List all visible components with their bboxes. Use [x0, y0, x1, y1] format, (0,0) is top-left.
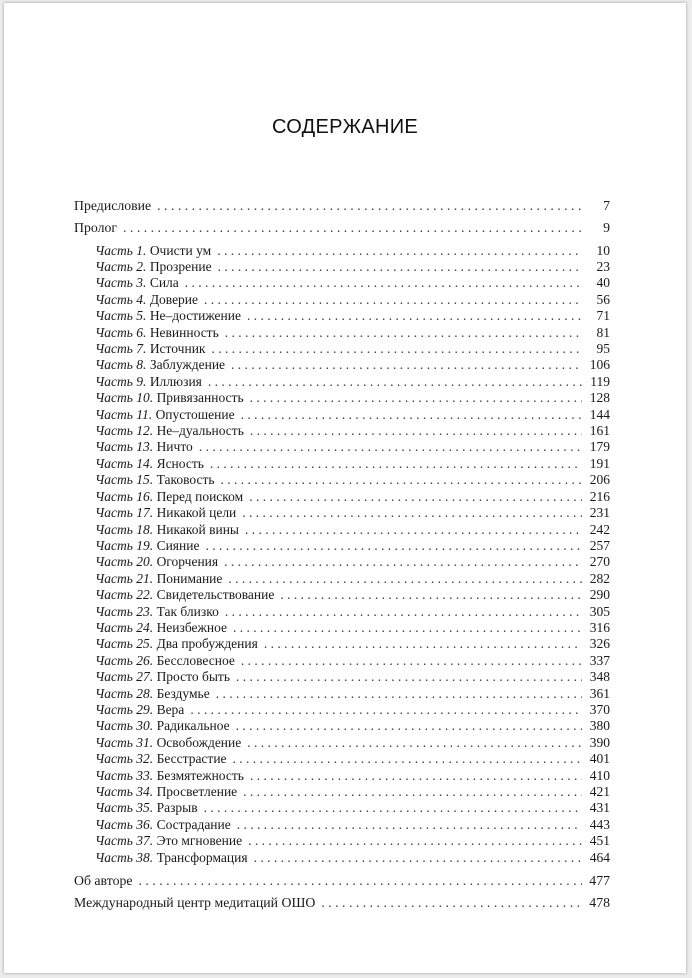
chapter-prefix: Часть 15. — [95, 472, 154, 488]
page-number: 179 — [589, 439, 610, 455]
chapter-prefix: Часть 37. — [95, 833, 154, 849]
chapter-title: Ничто — [156, 439, 193, 455]
chapter-prefix: Часть 10. — [95, 390, 154, 406]
toc-entry-label — [95, 817, 231, 833]
toc-entry-chapter[interactable] — [74, 587, 610, 603]
chapter-title: Иллюзия — [149, 373, 202, 389]
dot-leader — [199, 439, 582, 455]
page-number: 443 — [589, 816, 610, 832]
toc-entry-chapter[interactable] — [74, 653, 610, 669]
page-number: 316 — [589, 619, 610, 635]
chapter-title: Сила — [149, 275, 179, 291]
chapter-title: Неизбежное — [156, 619, 228, 635]
dot-leader — [208, 374, 582, 390]
page-number: 191 — [589, 455, 610, 471]
toc-entry-label — [95, 439, 193, 455]
page-number: 326 — [589, 636, 610, 652]
page-number: 370 — [589, 701, 610, 717]
dot-leader — [228, 571, 582, 587]
dot-leader — [237, 817, 582, 833]
chapter-prefix: Часть 17. — [95, 505, 154, 521]
toc-entry-chapter[interactable] — [74, 456, 610, 472]
toc-entry-label — [95, 653, 235, 669]
chapter-title: Сострадание — [156, 816, 231, 832]
chapter-title: Бездумье — [156, 685, 210, 701]
page-number: 71 — [596, 308, 610, 324]
chapter-title: Таковость — [156, 472, 215, 488]
toc-entry-chapter[interactable] — [74, 275, 610, 291]
dot-leader — [225, 325, 582, 341]
page-number: 421 — [589, 784, 610, 799]
dot-leader — [250, 423, 582, 439]
toc-entry-label — [95, 669, 230, 685]
toc-entry-label — [95, 357, 225, 373]
toc-entry-chapter[interactable] — [74, 357, 610, 373]
toc-entry-label — [95, 751, 227, 767]
chapter-title: Опустошение — [155, 406, 235, 422]
toc-entry-chapter[interactable] — [74, 686, 610, 702]
dot-leader — [211, 341, 582, 357]
toc-entry-label — [95, 686, 210, 702]
page-number: 257 — [589, 537, 610, 553]
toc-entry-label — [95, 718, 230, 734]
toc-entry-chapter[interactable] — [74, 571, 610, 587]
chapter-prefix: Часть 25. — [95, 636, 154, 652]
dot-leader — [225, 604, 582, 620]
dot-leader — [123, 217, 582, 239]
page-number: 231 — [589, 505, 610, 521]
chapter-title: Свидетельствование — [156, 587, 275, 603]
toc-entry-label — [95, 784, 237, 800]
chapter-prefix: Часть 19. — [95, 537, 154, 553]
page-number: 477 — [589, 873, 610, 889]
chapter-title: Безмятежность — [156, 767, 244, 783]
dot-leader — [241, 653, 582, 669]
chapter-title: Источник — [149, 341, 206, 357]
toc-entry-label — [95, 374, 202, 390]
page-number: 337 — [589, 652, 610, 668]
page-number: 23 — [596, 259, 610, 274]
toc-entry-label — [95, 636, 258, 652]
toc-entry-label — [95, 833, 242, 849]
chapter-prefix: Часть 11. — [95, 406, 153, 422]
dot-leader — [233, 751, 582, 767]
dot-leader — [236, 718, 582, 734]
toc-entry-label — [95, 292, 198, 308]
chapter-prefix: Часть 35. — [95, 800, 154, 816]
toc-entry-chapter[interactable] — [74, 341, 610, 357]
chapter-prefix: Часть 14. — [95, 455, 154, 471]
page-number: 119 — [590, 373, 610, 389]
chapter-title: Огорчения — [156, 554, 219, 570]
toc-entry-label — [95, 456, 204, 472]
dot-leader — [157, 195, 582, 217]
page-number: 10 — [596, 242, 610, 258]
toc-entry-label — [95, 604, 219, 620]
toc-entry-chapter[interactable] — [74, 604, 610, 620]
dot-leader — [250, 390, 582, 406]
front-matter-list — [74, 195, 610, 240]
chapter-title: Заблуждение — [149, 357, 226, 373]
table-of-contents — [74, 195, 610, 915]
toc-entry-label: Предисловие — [74, 198, 152, 213]
chapter-title: Просветление — [156, 784, 238, 799]
toc-entry-label — [95, 407, 235, 423]
toc-entry-label — [95, 308, 241, 324]
page-number: 216 — [589, 488, 610, 504]
toc-entry-front[interactable] — [74, 217, 610, 239]
dot-leader — [218, 259, 582, 275]
chapter-prefix: Часть 8. — [95, 357, 147, 373]
toc-entry-chapter[interactable] — [74, 620, 610, 636]
chapter-prefix: Часть 31. — [95, 734, 154, 750]
chapter-title: Бесстрастие — [156, 751, 227, 767]
toc-entry-chapter[interactable] — [74, 489, 610, 505]
toc-entry-label: Международный центр медитаций ОШО — [74, 895, 316, 911]
page-number: 290 — [589, 587, 610, 603]
toc-entry-label — [95, 423, 244, 439]
dot-leader — [231, 357, 582, 373]
chapter-prefix: Часть 23. — [95, 603, 154, 619]
chapter-title: Трансформация — [156, 849, 248, 865]
toc-entry-chapter[interactable] — [74, 308, 610, 324]
chapter-prefix: Часть 36. — [95, 816, 154, 832]
chapter-title: Сияние — [156, 537, 200, 553]
toc-entry-chapter[interactable] — [74, 292, 610, 308]
toc-entry-chapter[interactable] — [74, 735, 610, 751]
chapter-prefix: Часть 20. — [95, 554, 154, 570]
toc-entry-chapter[interactable] — [74, 554, 610, 570]
chapter-prefix: Часть 27. — [95, 669, 154, 685]
toc-entry-label — [95, 489, 243, 505]
chapter-prefix: Часть 4. — [95, 291, 147, 307]
toc-entry-label — [95, 522, 239, 538]
toc-entry-back[interactable] — [74, 892, 610, 914]
chapter-title: Перед поиском — [156, 488, 244, 504]
chapter-title: Привязанность — [156, 390, 244, 406]
chapter-prefix: Часть 32. — [95, 751, 154, 767]
chapter-prefix: Часть 34. — [95, 784, 154, 799]
dot-leader — [190, 702, 582, 718]
dot-leader — [210, 456, 582, 472]
chapter-prefix: Часть 33. — [95, 767, 154, 783]
chapter-title: Разрыв — [156, 800, 198, 816]
toc-entry-chapter[interactable] — [74, 768, 610, 784]
toc-entry-chapter[interactable] — [74, 374, 610, 390]
page-number: 206 — [589, 472, 610, 488]
toc-entry-chapter[interactable] — [74, 800, 610, 816]
chapter-prefix: Часть 21. — [95, 570, 154, 586]
page-number: 390 — [589, 734, 610, 750]
toc-entry-chapter[interactable] — [74, 636, 610, 652]
toc-entry-chapter[interactable] — [74, 407, 610, 423]
dot-leader — [185, 275, 582, 291]
toc-entry-label — [95, 243, 211, 259]
toc-entry-label — [95, 768, 244, 784]
toc-entry-label — [95, 571, 222, 587]
chapter-prefix: Часть 18. — [95, 521, 154, 537]
page-number: 282 — [589, 570, 610, 586]
page-number: 81 — [596, 324, 610, 340]
chapter-prefix: Часть 24. — [95, 619, 154, 635]
dot-leader — [321, 892, 582, 914]
chapter-title: Очисти ум — [149, 242, 212, 258]
page-number: 242 — [589, 521, 610, 537]
dot-leader — [245, 522, 582, 538]
toc-entry-label — [95, 325, 219, 341]
dot-leader — [139, 870, 583, 892]
dot-leader — [249, 489, 582, 505]
chapter-prefix: Часть 28. — [95, 685, 154, 701]
toc-entry-chapter[interactable] — [74, 538, 610, 554]
page-number: 361 — [589, 685, 610, 701]
toc-entry-chapter[interactable] — [74, 669, 610, 685]
toc-entry-label — [95, 390, 244, 406]
chapter-prefix: Часть 13. — [95, 439, 154, 455]
dot-leader — [254, 850, 582, 866]
chapter-title: Просто быть — [156, 669, 230, 685]
chapter-title: Не–дуальность — [156, 423, 244, 439]
toc-entry-chapter[interactable] — [74, 751, 610, 767]
page-number: 128 — [589, 390, 610, 406]
page-number: 144 — [589, 406, 610, 422]
toc-entry-label: Пролог — [74, 220, 118, 236]
page-number: 7 — [603, 198, 610, 213]
toc-entry-chapter[interactable] — [74, 817, 610, 833]
dot-leader — [217, 243, 582, 259]
toc-entry-chapter[interactable] — [74, 472, 610, 488]
chapter-title: Радикальное — [156, 718, 230, 734]
toc-entry-label — [95, 735, 241, 751]
dot-leader — [204, 292, 582, 308]
toc-entry-chapter[interactable] — [74, 505, 610, 521]
chapter-title: Два пробуждения — [156, 636, 258, 652]
page-number: 401 — [589, 751, 610, 767]
page-number: 305 — [589, 603, 610, 619]
toc-entry-chapter[interactable] — [74, 325, 610, 341]
toc-entry-chapter[interactable] — [74, 259, 610, 275]
chapter-title: Понимание — [156, 570, 223, 586]
page-number: 380 — [589, 718, 610, 734]
toc-entry-chapter[interactable] — [74, 850, 610, 866]
chapter-title: Ясность — [156, 455, 204, 471]
dot-leader — [216, 686, 582, 702]
toc-entry-label — [95, 587, 274, 603]
chapter-prefix: Часть 38. — [95, 849, 154, 865]
page-number: 161 — [589, 423, 610, 439]
toc-entry-chapter[interactable] — [74, 522, 610, 538]
chapter-prefix: Часть 6. — [95, 324, 147, 340]
dot-leader — [242, 505, 582, 521]
page-number: 431 — [589, 800, 610, 816]
chapter-title: Никакой цели — [156, 505, 237, 521]
chapter-prefix: Часть 2. — [95, 259, 147, 274]
page-number: 410 — [589, 767, 610, 783]
toc-entry-chapter[interactable] — [74, 423, 610, 439]
chapter-prefix: Часть 3. — [95, 275, 147, 291]
toc-entry-label — [95, 275, 179, 291]
toc-entry-label — [95, 620, 227, 636]
back-matter-list — [74, 870, 610, 915]
dot-leader — [221, 472, 582, 488]
toc-entry-chapter[interactable] — [74, 390, 610, 406]
chapter-prefix: Часть 22. — [95, 587, 154, 603]
dot-leader — [243, 784, 582, 800]
toc-entry-chapter[interactable] — [74, 718, 610, 734]
toc-entry-chapter[interactable] — [74, 833, 610, 849]
toc-entry-chapter[interactable] — [74, 243, 610, 259]
toc-entry-label — [95, 472, 215, 488]
book-page — [4, 3, 686, 973]
toc-entry-label — [95, 505, 236, 521]
page-number: 478 — [589, 895, 610, 911]
dot-leader — [236, 669, 582, 685]
chapter-prefix: Часть 12. — [95, 423, 154, 439]
page-number: 348 — [589, 669, 610, 685]
toc-entry-back[interactable] — [74, 870, 610, 892]
page-number: 464 — [589, 849, 610, 865]
chapter-title: Вера — [156, 701, 185, 717]
dot-leader — [247, 735, 582, 751]
dot-leader — [264, 636, 582, 652]
chapter-title: Бессловесное — [156, 652, 235, 668]
chapter-prefix: Часть 29. — [95, 701, 154, 717]
chapter-title: Так близко — [156, 603, 219, 619]
dot-leader — [247, 308, 582, 324]
chapter-prefix: Часть 16. — [95, 488, 154, 504]
chapter-prefix: Часть 1. — [95, 242, 147, 258]
chapter-title: Это мгновение — [156, 833, 243, 849]
page-number: 40 — [596, 275, 610, 291]
toc-entry-chapter[interactable] — [74, 702, 610, 718]
toc-entry-label: Об авторе — [74, 873, 133, 889]
dot-leader — [233, 620, 582, 636]
chapter-title: Никакой вины — [156, 521, 239, 537]
dot-leader — [224, 554, 582, 570]
chapter-list — [74, 243, 610, 866]
chapter-title: Прозрение — [149, 259, 212, 274]
page-number: 9 — [603, 220, 610, 236]
chapter-prefix: Часть 9. — [95, 373, 147, 389]
page-number: 270 — [589, 554, 610, 570]
chapter-title: Доверие — [149, 291, 199, 307]
dot-leader — [280, 587, 582, 603]
toc-entry-label — [95, 538, 199, 554]
toc-entry-chapter[interactable] — [74, 784, 610, 800]
chapter-prefix: Часть 7. — [95, 341, 147, 357]
toc-entry-front[interactable] — [74, 195, 610, 217]
toc-entry-label — [95, 554, 218, 570]
page-number: 451 — [589, 833, 610, 849]
chapter-title: Не–достижение — [149, 308, 241, 324]
dot-leader — [248, 833, 582, 849]
page-number: 106 — [589, 357, 610, 373]
chapter-prefix: Часть 30. — [95, 718, 154, 734]
chapter-prefix: Часть 5. — [95, 308, 147, 324]
page-number: 56 — [596, 291, 610, 307]
chapter-title: Освобождение — [156, 734, 242, 750]
toc-entry-label — [95, 259, 212, 275]
dot-leader — [205, 538, 582, 554]
toc-entry-label — [95, 800, 198, 816]
toc-entry-label — [95, 702, 184, 718]
toc-entry-label — [95, 850, 248, 866]
toc-entry-chapter[interactable] — [74, 439, 610, 455]
dot-leader — [204, 800, 582, 816]
page-number: 95 — [596, 341, 610, 357]
dot-leader — [241, 407, 582, 423]
chapter-title: Невинность — [149, 324, 219, 340]
chapter-prefix: Часть 26. — [95, 652, 154, 668]
page-title: СОДЕРЖАНИЕ — [271, 116, 419, 138]
dot-leader — [250, 768, 582, 784]
toc-entry-label — [95, 341, 205, 357]
